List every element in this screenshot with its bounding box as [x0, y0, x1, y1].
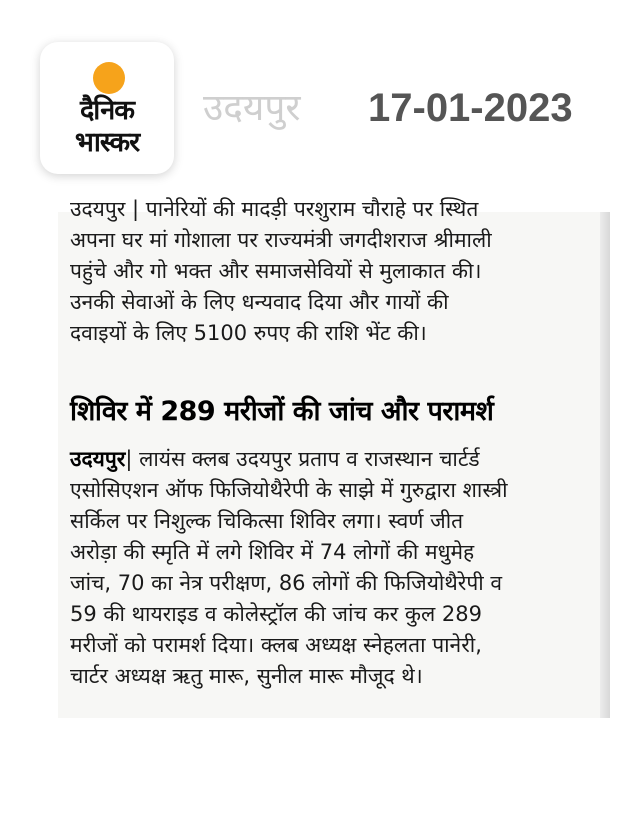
- article-line: मरीजों को परामर्श दिया। क्लब अध्यक्ष स्नेहलता पानेरी,: [70, 633, 482, 657]
- logo-text-line2: भास्कर: [74, 127, 140, 158]
- article-line: सर्किल पर निशुल्क चिकित्सा शिविर लगा। स्वर्ण जीत: [70, 509, 464, 533]
- article-line: अरोड़ा की स्मृति में लगे शिविर में 74 लोगों की मधुमेह: [70, 540, 475, 564]
- article-line: एसोसिएशन ऑफ फिजियोथैरेपी के साझे में गुरुद्वारा शास्त्री: [70, 478, 508, 502]
- city-label: उदयपुर: [203, 86, 301, 129]
- article-line: दवाइयों के लिए 5100 रुपए की राशि भेंट की।: [70, 321, 427, 345]
- newspaper-clipping: [58, 197, 610, 718]
- article-line: उदयपुर | पानेरियों की मादड़ी परशुराम चौराहे पर स्थित: [70, 197, 479, 221]
- article-gaushala-text: [70, 194, 592, 349]
- article-line: जांच, 70 का नेत्र परीक्षण, 86 लोगों की फिजियोथैरेपी व: [70, 571, 503, 595]
- article-line: 59 की थायराइड व कोलेस्ट्रॉल की जांच कर कुल 289: [70, 602, 482, 626]
- article-line: अपना घर मां गोशाला पर राज्यमंत्री जगदीशराज श्रीमाली: [70, 228, 492, 252]
- article-headline: शिविर में 289 मरीजों की जांच और परामर्श: [70, 396, 494, 427]
- first-line-text: | लायंस क्लब उदयपुर प्रताप व राजस्थान चार्टर्ड: [125, 447, 480, 471]
- article-camp-text: [70, 444, 592, 692]
- edition-date: 17-01-2023: [368, 86, 573, 130]
- dainik-bhaskar-logo: [40, 42, 174, 174]
- article-line: उनकी सेवाओं के लिए धन्यवाद दिया और गायों की: [70, 290, 449, 314]
- article-line: चार्टर अध्यक्ष ऋतु मारू, सुनील मारू मौजूद थे।: [70, 664, 423, 688]
- article-line: [70, 444, 592, 475]
- article-line: पहुंचे और गो भक्त और समाजसेवियों से मुलाकात की।: [70, 259, 482, 283]
- sun-icon: [93, 62, 125, 94]
- logo-text-line1: दैनिक: [79, 95, 135, 126]
- dateline: उदयपुर: [70, 447, 126, 471]
- clipping-edge: [600, 212, 610, 718]
